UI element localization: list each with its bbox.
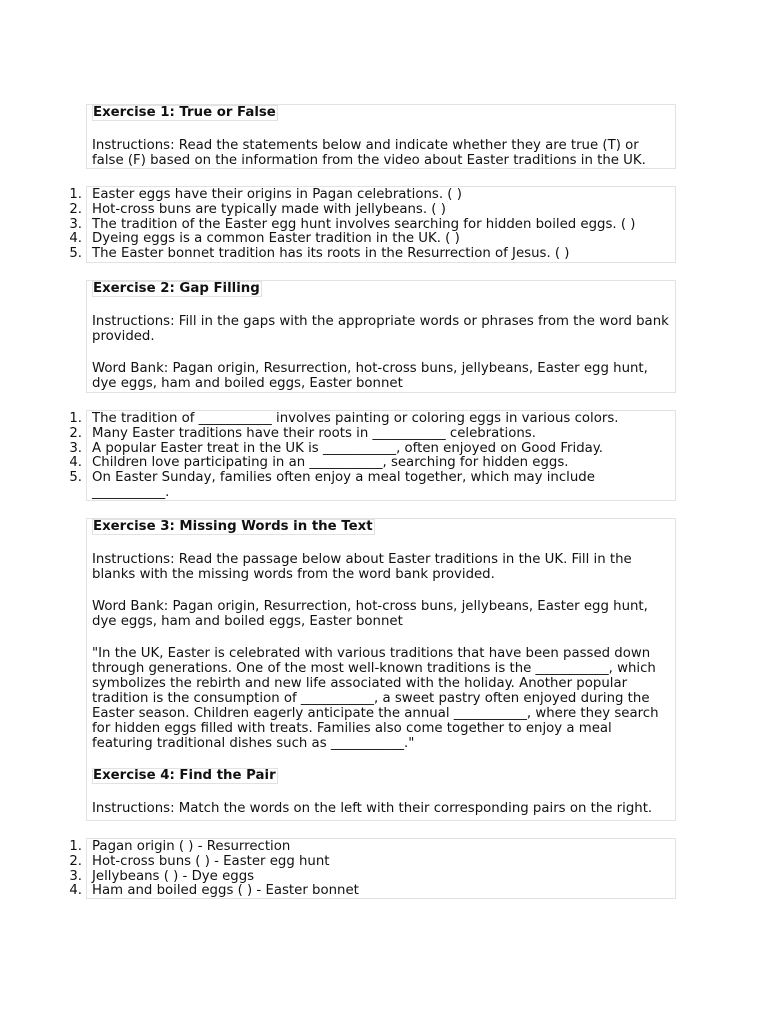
exercise-2-list-box — [69, 410, 676, 501]
list-item: 2. Hot-cross buns ( ) - Easter egg hunt — [69, 853, 330, 869]
list-item: 5. The Easter bonnet tradition has its roots in the Resurrection of Jesus. ( ) — [69, 246, 570, 262]
list-item: 1. The tradition of ___________ involves painting or coloring eggs in various colors. — [69, 411, 619, 426]
exercise-1-title: Exercise 1: True or False — [93, 105, 276, 120]
exercise-3-passage: "In the UK, Easter is celebrated with various traditions that have been passed down through generations. One of the most well-known traditions is the ___________, which symbolizes the rebirth and new life associated with the holiday. Another popular tradition is the consumption of ___________, a sweet pastry often enjoyed during the Easter season. Children eagerly anticipate the annual ___________, where they search for hidden eggs filled with treats. Families also come together to enjoy a meal featuring traditional dishes such as ___________." — [92, 646, 659, 751]
exercise-4-title: Exercise 4: Find the Pair — [93, 768, 276, 783]
exercise-2-title: Exercise 2: Gap Filling — [93, 281, 260, 296]
exercise-2-header — [86, 280, 676, 393]
exercise-1-instructions: Instructions: Read the statements below and indicate whether they are true (T) or false (F) based on the information from the video about Easter traditions in the UK. — [92, 138, 646, 168]
list-item: 2. Hot-cross buns are typically made with jellybeans. ( ) — [69, 201, 446, 217]
exercise-3-instructions: Instructions: Read the passage below about Easter traditions in the UK. Fill in the blanks with the missing words from the word bank provided. — [92, 552, 632, 582]
exercise-3-title: Exercise 3: Missing Words in the Text — [93, 519, 373, 534]
exercise-4-list — [69, 839, 675, 899]
exercise-3-word-bank: Word Bank: Pagan origin, Resurrection, hot-cross buns, jellybeans, Easter egg hunt, dye eggs, ham and boiled eggs, Easter bonnet — [92, 599, 648, 629]
list-item: 3. Jellybeans ( ) - Dye eggs — [69, 868, 255, 884]
exercise-2-instructions: Instructions: Fill in the gaps with the appropriate words or phrases from the word bank provided. — [92, 314, 669, 344]
list-item: 4. Dyeing eggs is a common Easter tradition in the UK. ( ) — [69, 231, 460, 247]
exercise-2-list — [69, 411, 675, 501]
list-item: 3. The tradition of the Easter egg hunt involves searching for hidden boiled eggs. ( ) — [69, 216, 636, 232]
list-item: 1. Pagan origin ( ) - Resurrection — [69, 839, 291, 854]
exercise-4-instructions: Instructions: Match the words on the left with their corresponding pairs on the right. — [92, 801, 653, 816]
list-item: 4. Children love participating in an ___________, searching for hidden eggs. — [69, 455, 569, 471]
exercise-4-list-box — [69, 838, 676, 899]
exercise-3-4-box — [86, 518, 676, 821]
exercise-1-list-box — [69, 186, 676, 263]
exercise-2-word-bank: Word Bank: Pagan origin, Resurrection, hot-cross buns, jellybeans, Easter egg hunt, dye eggs, ham and boiled eggs, Easter bonnet — [92, 361, 648, 391]
list-item: 4. Ham and boiled eggs ( ) - Easter bonnet — [69, 883, 359, 899]
list-item: 3. A popular Easter treat in the UK is ___________, often enjoyed on Good Friday. — [69, 440, 603, 456]
list-item: 2. Many Easter traditions have their roots in ___________ celebrations. — [69, 425, 536, 441]
list-item: 1. Easter eggs have their origins in Pagan celebrations. ( ) — [69, 187, 462, 202]
exercise-1-header — [86, 104, 676, 169]
list-item: 5. On Easter Sunday, families often enjoy a meal together, which may include ___________. — [69, 470, 595, 500]
exercise-1-list — [69, 187, 675, 262]
